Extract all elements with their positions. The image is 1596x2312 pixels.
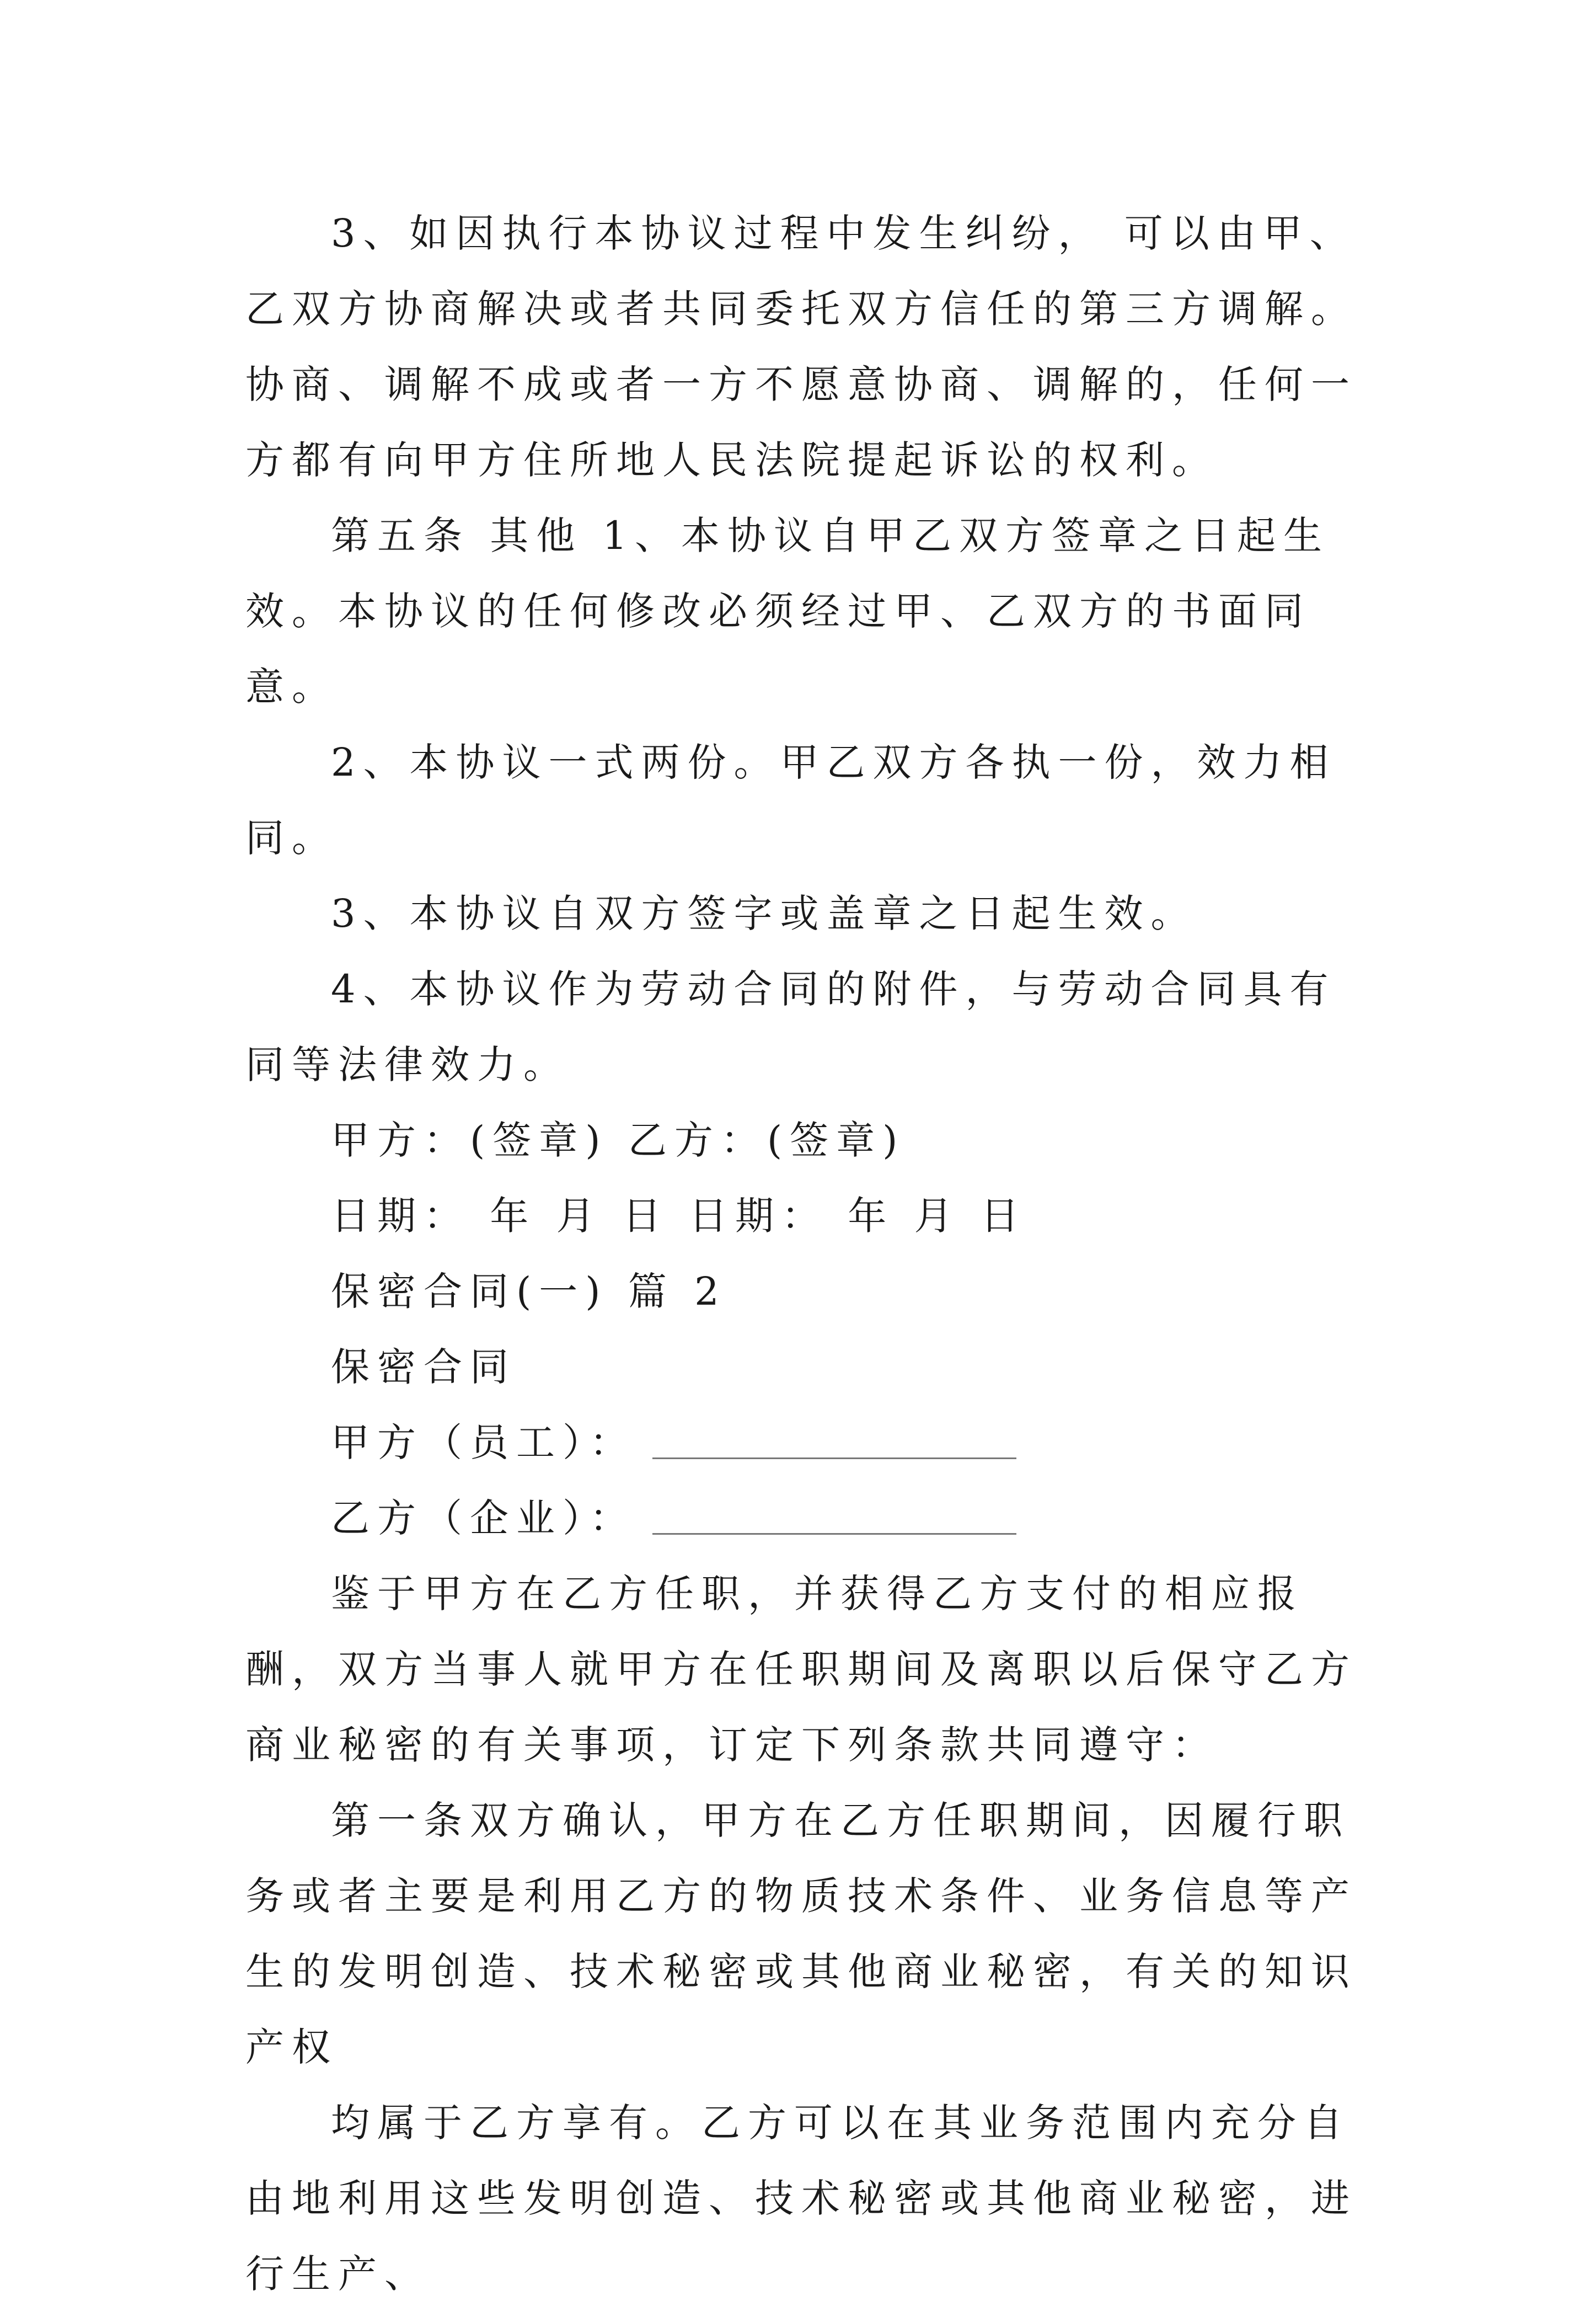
party-a-row bbox=[245, 1405, 1365, 1481]
paragraph-annex: 4、本协议作为劳动合同的附件，与劳动合同具有同等法律效力。 bbox=[245, 967, 1336, 1087]
party-b-blank bbox=[652, 1533, 1016, 1535]
paragraph-article-one: 第一条双方确认，甲方在乙方任职期间，因履行职务或者主要是利用乙方的物质技术条件、业务信息等产生的发明创造、技术秘密或其他商业秘密，有关的知识产权 bbox=[245, 1798, 1357, 2070]
paragraph-ownership: 均属于乙方享有。乙方可以在其业务范围内充分自由地利用这些发明创造、技术秘密或其他商业秘密，进行生产、 bbox=[245, 2100, 1357, 2297]
paragraph-dispute-resolution: 3、如因执行本协议过程中发生纠纷， 可以由甲、乙双方协商解决或者共同委托双方信任的第三方调解。协商、调解不成或者一方不愿意协商、调解的，任何一方都有向甲方住所地人民法院提起诉讼的权利。 bbox=[245, 211, 1357, 483]
section-title: 保密合同(一) 篇 2 bbox=[331, 1269, 727, 1314]
paragraph-article-five: 第五条 其他 1、本协议自甲乙双方签章之日起生效。本协议的任何修改必须经过甲、乙双方的书面同意。 bbox=[245, 513, 1330, 709]
document-body bbox=[245, 196, 1365, 2312]
party-a-blank bbox=[652, 1457, 1016, 1459]
paragraph-effective: 3、本协议自双方签字或盖章之日起生效。 bbox=[331, 891, 1197, 936]
paragraph-preamble: 鉴于甲方在乙方任职，并获得乙方支付的相应报酬，双方当事人就甲方在任职期间及离职以后保守乙方商业秘密的有关事项，订定下列条款共同遵守： bbox=[245, 1571, 1357, 1768]
signature-line: 甲方：(签章) 乙方：(签章) bbox=[331, 1118, 906, 1163]
party-b-row bbox=[245, 1481, 1365, 1556]
date-line: 日期： 年 月 日 日期： 年 月 日 bbox=[331, 1193, 1027, 1238]
paragraph-copies: 2、本协议一式两份。甲乙双方各执一份，效力相同。 bbox=[245, 740, 1336, 861]
contract-title: 保密合同 bbox=[331, 1344, 516, 1390]
party-a-label: 甲方（员工）： bbox=[331, 1420, 636, 1465]
party-b-label: 乙方（企业）： bbox=[331, 1496, 636, 1541]
